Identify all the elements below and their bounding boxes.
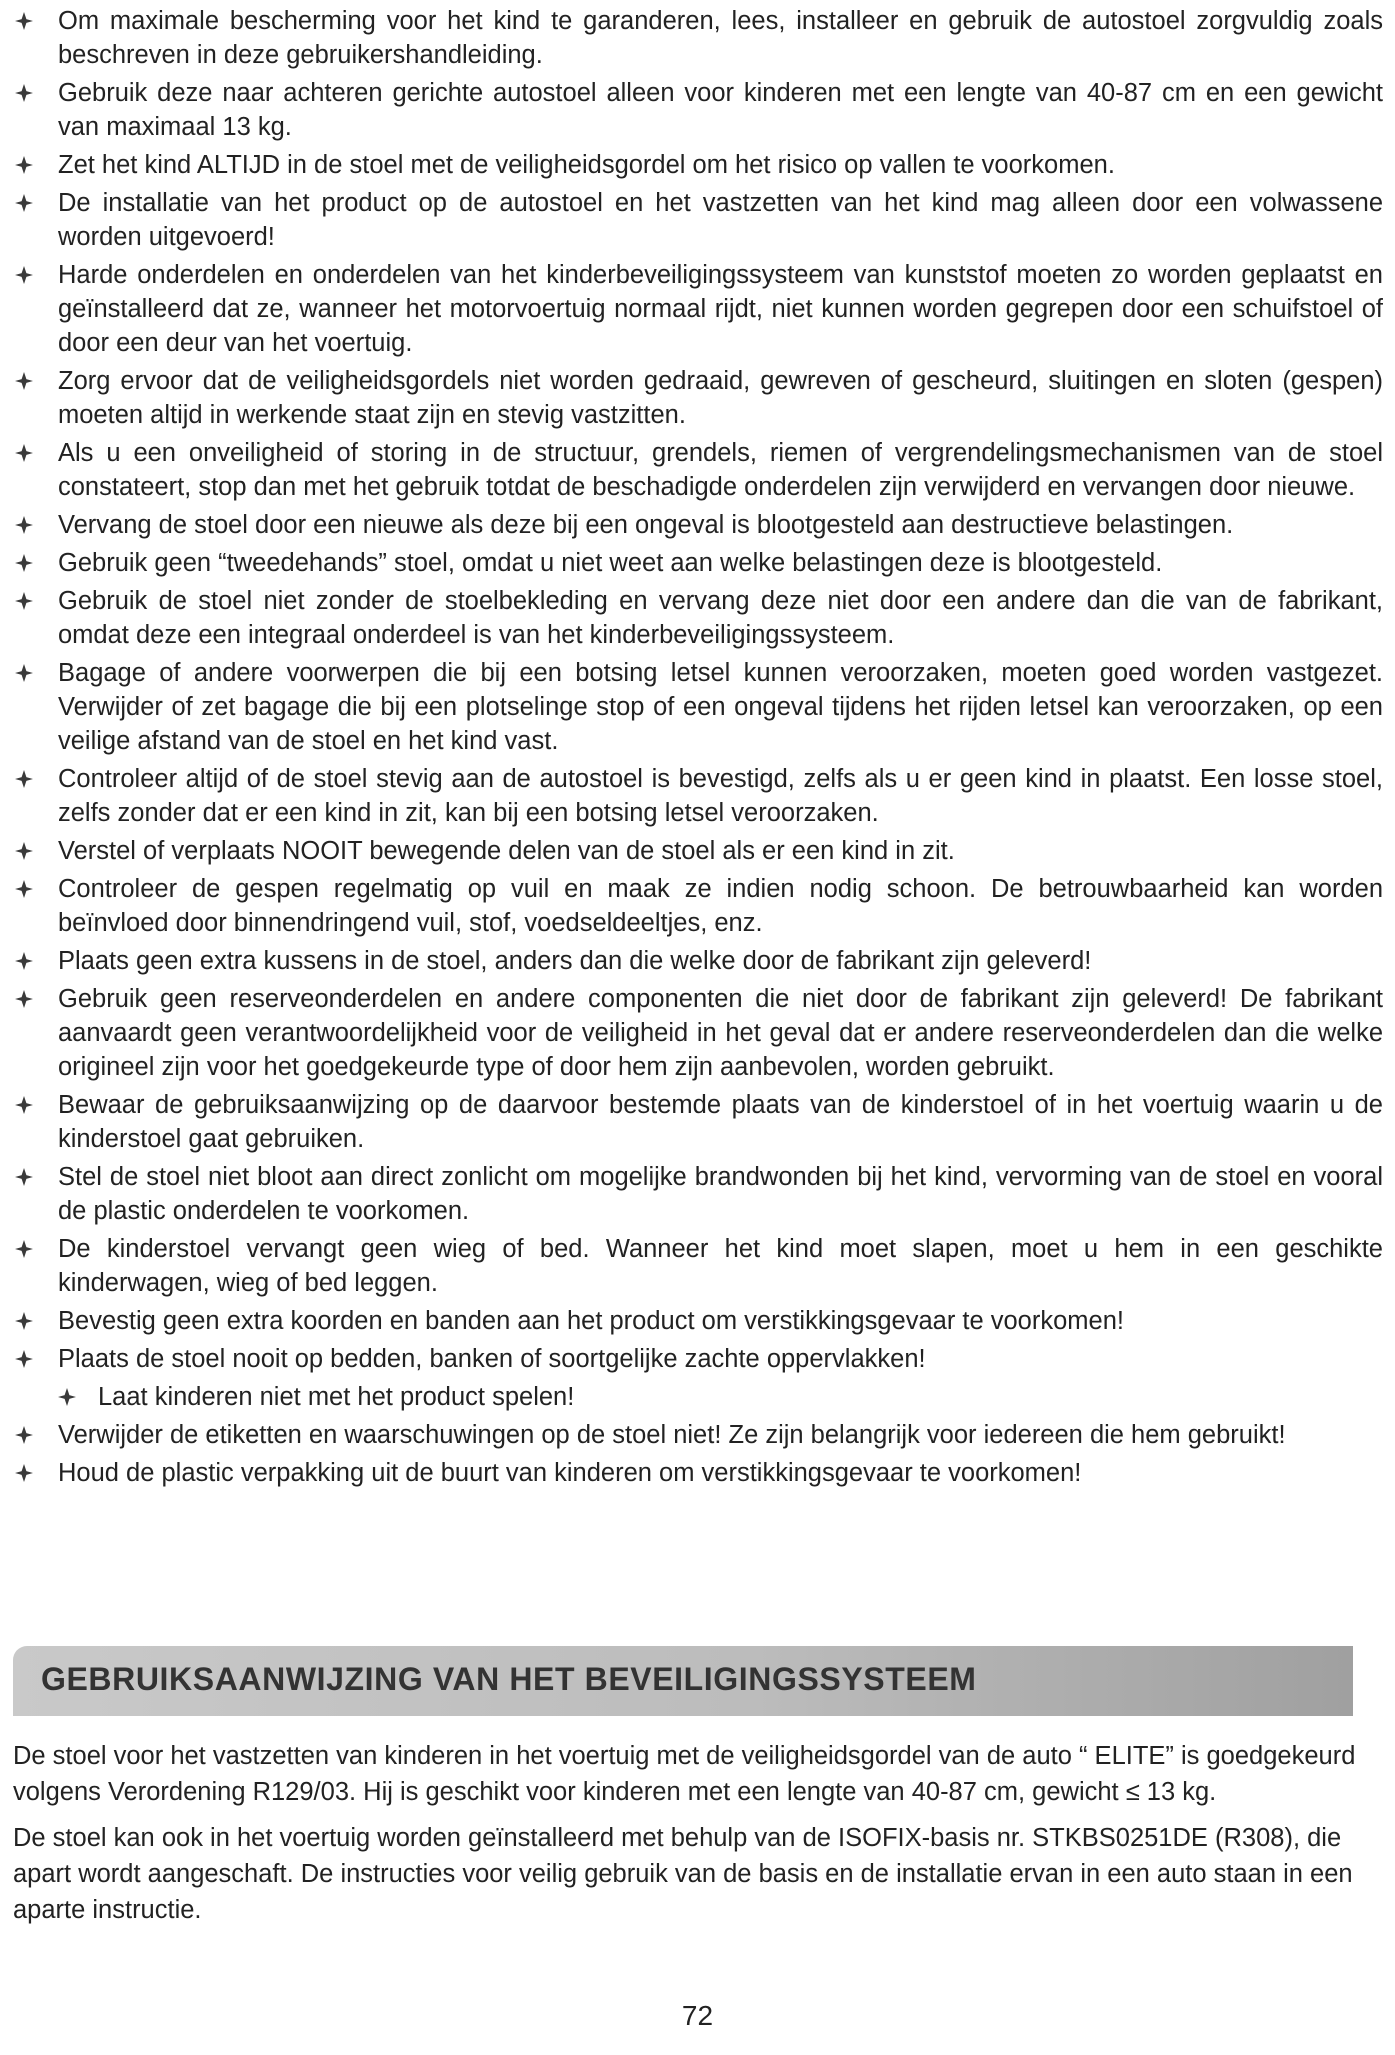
- diamond-bullet-icon: [13, 656, 39, 690]
- diamond-bullet-icon: [13, 364, 39, 398]
- page-number: 72: [681, 2000, 714, 2031]
- bullet-text: Zorg ervoor dat de veiligheidsgordels niet worden gedraaid, gewreven of gescheurd, sluitingen en sloten (gespen) moeten altijd in werkende staat zijn en stevig vastzitten.: [58, 367, 1383, 429]
- bullet-item: [0, 1456, 1395, 1490]
- bullet-item: [0, 148, 1395, 182]
- bullet-item: [0, 1380, 1395, 1414]
- bullet-text: Controleer altijd of de stoel stevig aan de autostoel is bevestigd, zelfs als u er geen kind in plaatst. Een losse stoel, zelfs zonder dat er een kind in zit, kan bij een botsing letsel veroorzaken.: [58, 765, 1383, 827]
- bullet-text: Gebruik geen reserveonderdelen en andere componenten die niet door de fabrikant zijn geleverd! De fabrikant aanvaardt geen verantwoordelijkheid voor de veiligheid in het geval dat er andere reserveonderdelen dan die welke origineel zijn voor het goedgekeurde type of door hem zijn aanbevolen, worden gebruikt.: [58, 985, 1383, 1081]
- diamond-bullet-icon: [56, 1380, 82, 1414]
- bullet-text: Vervang de stoel door een nieuwe als deze bij een ongeval is blootgesteld aan destructieve belastingen.: [58, 511, 1234, 539]
- bullet-item: [0, 1232, 1395, 1300]
- diamond-bullet-icon: [13, 1160, 39, 1194]
- diamond-bullet-icon: [13, 1232, 39, 1266]
- diamond-bullet-icon: [13, 1088, 39, 1122]
- body-paragraph: De stoel voor het vastzetten van kinderen in het voertuig met de veiligheidsgordel van de auto “ ELITE” is goedgekeurd volgens Verordening R129/03. Hij is geschikt voor kinderen met een lengte van 40-87 cm, gewicht ≤ 13 kg.: [13, 1742, 1356, 1806]
- bullet-text: Bewaar de gebruiksaanwijzing op de daarvoor bestemde plaats van de kinderstoel of in het voertuig waarin u de kinderstoel gaat gebruiken.: [58, 1091, 1383, 1153]
- bullet-item: [0, 364, 1395, 432]
- bullet-text: Verstel of verplaats NOOIT bewegende delen van de stoel als er een kind in zit.: [58, 837, 955, 865]
- bullet-item: [0, 1160, 1395, 1228]
- bullet-text: Gebruik geen “tweedehands” stoel, omdat u niet weet aan welke belastingen deze is blootgesteld.: [58, 549, 1163, 577]
- diamond-bullet-icon: [13, 546, 39, 580]
- bullet-text: De kinderstoel vervangt geen wieg of bed. Wanneer het kind moet slapen, moet u hem in een geschikte kinderwagen, wieg of bed leggen.: [58, 1235, 1383, 1297]
- bullet-text: Gebruik de stoel niet zonder de stoelbekleding en vervang deze niet door een andere dan die van de fabrikant, omdat deze een integraal onderdeel is van het kinderbeveiligingssysteem.: [58, 587, 1383, 649]
- diamond-bullet-icon: [13, 76, 39, 110]
- bullet-text: Controleer de gespen regelmatig op vuil en maak ze indien nodig schoon. De betrouwbaarheid kan worden beïnvloed door binnendringend vuil, stof, voedseldeeltjes, enz.: [58, 875, 1383, 937]
- bullet-text: Plaats geen extra kussens in de stoel, anders dan die welke door de fabrikant zijn geleverd!: [58, 947, 1092, 975]
- bullet-text: Plaats de stoel nooit op bedden, banken of soortgelijke zachte oppervlakken!: [58, 1345, 926, 1373]
- bullet-text: Houd de plastic verpakking uit de buurt van kinderen om verstikkingsgevaar te voorkomen!: [58, 1459, 1082, 1487]
- diamond-bullet-icon: [13, 1304, 39, 1338]
- diamond-bullet-icon: [13, 186, 39, 220]
- body-paragraph: De stoel kan ook in het voertuig worden geïnstalleerd met behulp van de ISOFIX-basis nr. STKBS0251DE (R308), die apart wordt aangeschaft. De instructies voor veilig gebruik van de basis en de installatie ervan in een auto staan in een aparte instructie.: [13, 1824, 1353, 1924]
- diamond-bullet-icon: [13, 436, 39, 470]
- section-body: [13, 1738, 1383, 1938]
- bullet-text: Harde onderdelen en onderdelen van het kinderbeveiligingssysteem van kunststof moeten zo worden geplaatst en geïnstalleerd dat ze, wanneer het motorvoertuig normaal rijdt, niet kunnen worden gegrepen door een schuifstoel of door een deur van het voertuig.: [58, 261, 1383, 357]
- bullet-item: [0, 4, 1395, 72]
- diamond-bullet-icon: [13, 4, 39, 38]
- diamond-bullet-icon: [13, 762, 39, 796]
- bullet-text: Als u een onveiligheid of storing in de structuur, grendels, riemen of vergrendelingsmechanismen van de stoel constateert, stop dan met het gebruik totdat de beschadigde onderdelen zijn verwijderd en vervangen door nieuwe.: [58, 439, 1383, 501]
- bullet-text: Om maximale bescherming voor het kind te garanderen, lees, installeer en gebruik de autostoel zorgvuldig zoals beschreven in deze gebruikershandleiding.: [58, 7, 1383, 69]
- diamond-bullet-icon: [13, 944, 39, 978]
- diamond-bullet-icon: [13, 584, 39, 618]
- bullet-item: [0, 186, 1395, 254]
- bullet-item: [0, 508, 1395, 542]
- bullet-item: [0, 944, 1395, 978]
- bullet-text: De installatie van het product op de autostoel en het vastzetten van het kind mag alleen door een volwassene worden uitgevoerd!: [58, 189, 1383, 251]
- bullet-text: Stel de stoel niet bloot aan direct zonlicht om mogelijke brandwonden bij het kind, vervorming van de stoel en vooral de plastic onderdelen te voorkomen.: [58, 1163, 1383, 1225]
- bullet-item: [0, 1342, 1395, 1376]
- bullet-text: Zet het kind ALTIJD in de stoel met de veiligheidsgordel om het risico op vallen te voorkomen.: [58, 151, 1115, 179]
- diamond-bullet-icon: [13, 258, 39, 292]
- diamond-bullet-icon: [13, 872, 39, 906]
- bullet-item: [0, 1418, 1395, 1452]
- bullet-item: [0, 258, 1395, 360]
- bullet-text: Laat kinderen niet met het product spelen!: [98, 1383, 575, 1411]
- diamond-bullet-icon: [13, 1418, 39, 1452]
- diamond-bullet-icon: [13, 982, 39, 1016]
- bullet-item: [0, 834, 1395, 868]
- bullet-text: Bevestig geen extra koorden en banden aan het product om verstikkingsgevaar te voorkomen!: [58, 1307, 1124, 1335]
- bullet-item: [0, 1304, 1395, 1338]
- bullet-item: [0, 546, 1395, 580]
- bullet-item: [0, 1088, 1395, 1156]
- section-title: GEBRUIKSAANWIJZING VAN HET BEVEILIGINGSSYSTEEM: [41, 1661, 977, 1697]
- bullet-item: [0, 584, 1395, 652]
- bullet-text: Gebruik deze naar achteren gerichte autostoel alleen voor kinderen met een lengte van 40-87 cm en een gewicht van maximaal 13 kg.: [58, 79, 1383, 141]
- bullet-item: [0, 656, 1395, 758]
- diamond-bullet-icon: [13, 1342, 39, 1376]
- bullet-text: Verwijder de etiketten en waarschuwingen op de stoel niet! Ze zijn belangrijk voor iedereen die hem gebruikt!: [58, 1421, 1286, 1449]
- bullet-text: Bagage of andere voorwerpen die bij een botsing letsel kunnen veroorzaken, moeten goed worden vastgezet. Verwijder of zet bagage die bij een plotselinge stop of een ongeval tijdens het rijden letsel kan veroorzaken, op een veilige afstand van de stoel en het kind vast.: [58, 659, 1383, 755]
- diamond-bullet-icon: [13, 148, 39, 182]
- bullet-item: [0, 76, 1395, 144]
- bullet-item: [0, 982, 1395, 1084]
- diamond-bullet-icon: [13, 508, 39, 542]
- diamond-bullet-icon: [13, 1456, 39, 1490]
- section-header-bar: [13, 1646, 1353, 1716]
- bullet-item: [0, 762, 1395, 830]
- bullet-item: [0, 872, 1395, 940]
- bullet-item: [0, 436, 1395, 504]
- diamond-bullet-icon: [13, 834, 39, 868]
